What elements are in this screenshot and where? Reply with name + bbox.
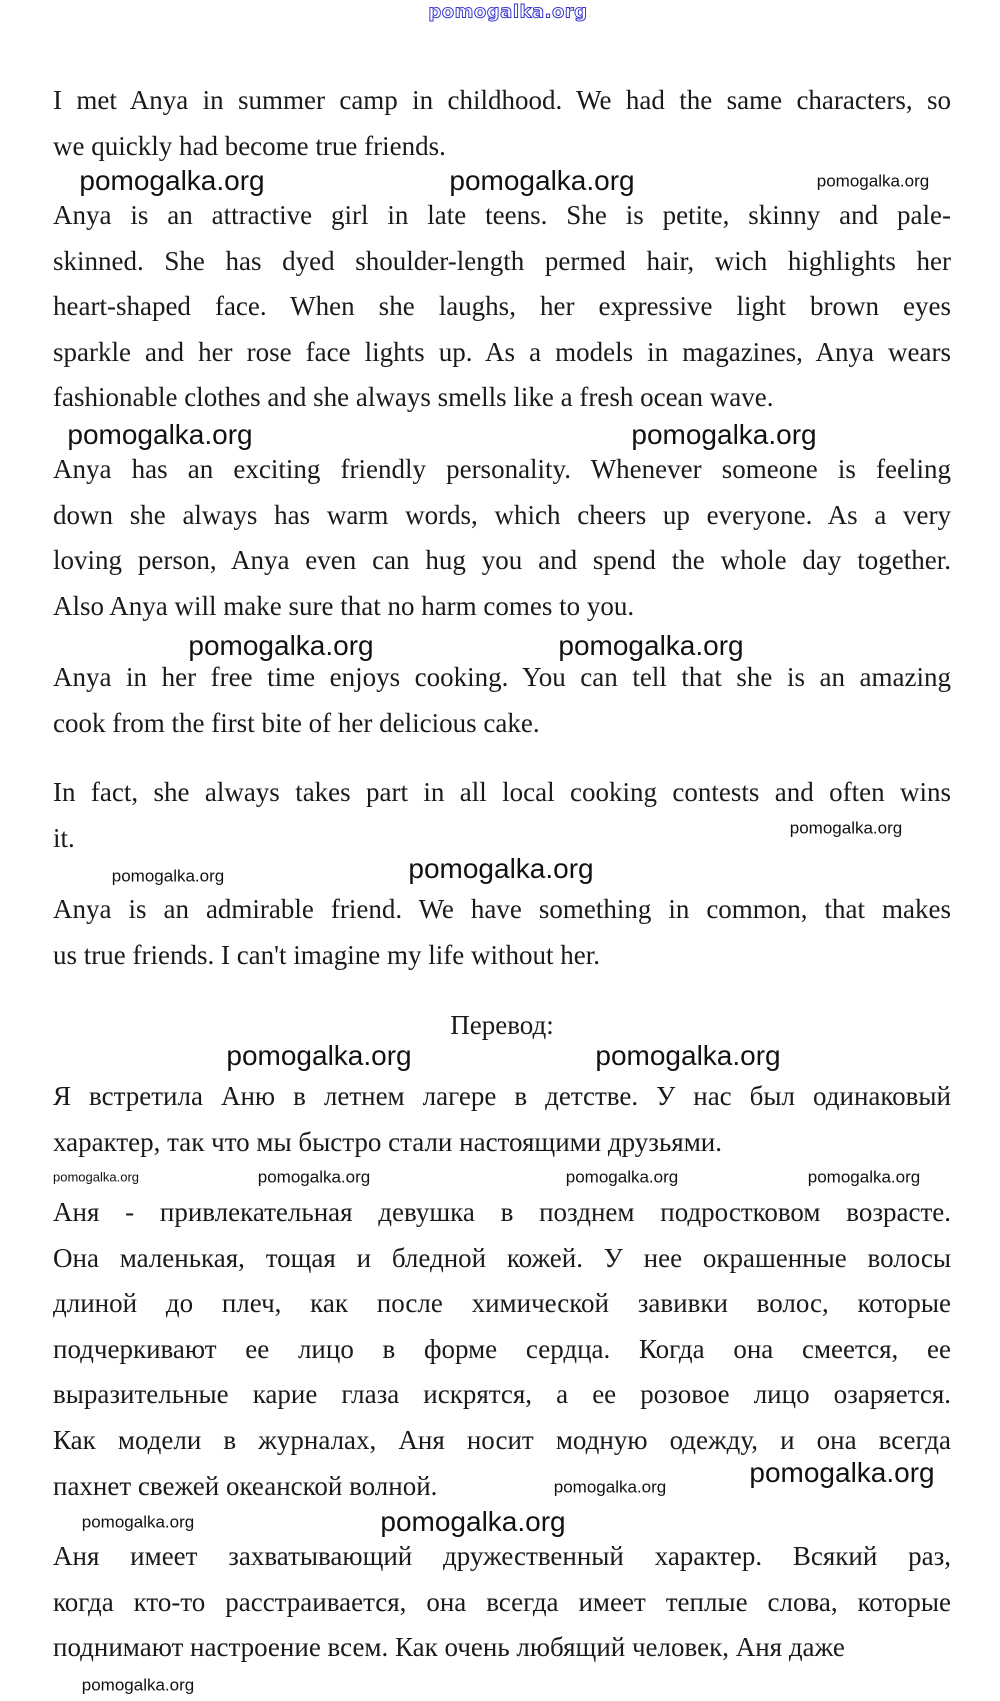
paragraph bbox=[53, 1534, 951, 1671]
text-line: пахнет свежей океанской волной. bbox=[53, 1470, 438, 1501]
text-line: In fact, she always takes part in all local cooking contests and often wins bbox=[53, 777, 951, 807]
watermark: pomogalka.org bbox=[188, 630, 374, 661]
text-line: us true friends. I can't imagine my life without her. bbox=[53, 939, 600, 970]
paragraph bbox=[53, 887, 951, 978]
watermark: pomogalka.org bbox=[553, 1477, 667, 1497]
watermark: pomogalka.org bbox=[79, 165, 265, 196]
text-line: Also Anya will make sure that no harm comes to you. bbox=[53, 590, 635, 621]
text-line: cook from the first bite of her delicious cake. bbox=[53, 707, 540, 738]
paragraph bbox=[53, 78, 951, 169]
text-line: Аня - привлекательная девушка в позднем подростковом возрасте. bbox=[53, 1197, 951, 1227]
watermark: pomogalka.org bbox=[749, 1457, 935, 1488]
text-line: Перевод: bbox=[450, 1010, 554, 1040]
text-line: Аня имеет захватывающий дружественный характер. Всякий раз, bbox=[53, 1541, 951, 1571]
text-line: когда кто-то расстраивается, она всегда имеет теплые слова, которые bbox=[53, 1586, 951, 1617]
paragraph bbox=[53, 655, 951, 746]
text-line: выразительные карие глаза искрятся, а ее розовое лицо озаряется. bbox=[53, 1379, 951, 1410]
text-line: поднимают настроение всем. Как очень любящий человек, Аня даже bbox=[53, 1632, 845, 1663]
text-line: skinned. She has dyed shoulder-length permed hair, wich highlights her bbox=[53, 245, 951, 276]
text-line: we quickly had become true friends. bbox=[53, 130, 446, 161]
watermark: pomogalka.org bbox=[380, 1506, 566, 1537]
text-line: down she always has warm words, which cheers up everyone. As a very bbox=[53, 499, 951, 530]
text-line: Как модели в журналах, Аня носит модную одежду, и она всегда bbox=[53, 1424, 951, 1455]
watermark: pomogalka.org bbox=[816, 171, 930, 191]
paragraph bbox=[53, 447, 951, 629]
watermark: pomogalka.org bbox=[53, 1169, 139, 1185]
watermark: pomogalka.org bbox=[595, 1040, 781, 1071]
text-line: heart-shaped face. When she laughs, her expressive light brown eyes bbox=[53, 291, 951, 322]
translation-heading bbox=[53, 1003, 951, 1049]
text-line: Она маленькая, тощая и бледной кожей. У нее окрашенные волосы bbox=[53, 1242, 951, 1273]
text-line: I met Anya in summer camp in childhood. We had the same characters, so bbox=[53, 85, 951, 115]
watermark: pomogalka.org bbox=[558, 630, 744, 661]
header-watermark: pomogalka.org bbox=[428, 1, 588, 23]
watermark: pomogalka.org bbox=[631, 419, 817, 450]
paragraph bbox=[53, 193, 951, 421]
watermark: pomogalka.org bbox=[81, 1512, 195, 1532]
watermark: pomogalka.org bbox=[257, 1167, 371, 1187]
watermark: pomogalka.org bbox=[81, 1675, 195, 1695]
watermark: pomogalka.org bbox=[565, 1167, 679, 1187]
text-line: sparkle and her rose face lights up. As a models in magazines, Anya wears bbox=[53, 336, 951, 367]
watermark: pomogalka.org bbox=[789, 818, 903, 838]
paragraph bbox=[53, 1074, 951, 1165]
text-line: Я встретила Аню в летнем лагере в детстве. У нас был одинаковый bbox=[53, 1081, 951, 1111]
text-line: fashionable clothes and she always smells like a fresh ocean wave. bbox=[53, 382, 774, 413]
watermark: pomogalka.org bbox=[111, 866, 225, 886]
watermark: pomogalka.org bbox=[807, 1167, 921, 1187]
text-line: it. bbox=[53, 822, 75, 853]
text-line: Anya is an admirable friend. We have something in common, that makes bbox=[53, 894, 951, 924]
text-line: длиной до плеч, как после химической завивки волос, которые bbox=[53, 1288, 951, 1319]
watermark: pomogalka.org bbox=[226, 1040, 412, 1071]
watermark: pomogalka.org bbox=[408, 853, 594, 884]
text-line: подчеркивают ее лицо в форме сердца. Когда она смеется, ее bbox=[53, 1333, 951, 1364]
paragraph bbox=[53, 770, 951, 861]
text-line: Anya has an exciting friendly personality. Whenever someone is feeling bbox=[53, 454, 951, 484]
text-line: характер, так что мы быстро стали настоящими друзьями. bbox=[53, 1126, 722, 1157]
watermark: pomogalka.org bbox=[449, 165, 635, 196]
watermark: pomogalka.org bbox=[67, 419, 253, 450]
text-line: loving person, Anya even can hug you and spend the whole day together. bbox=[53, 545, 951, 576]
text-line: Anya in her free time enjoys cooking. You can tell that she is an amazing bbox=[53, 662, 951, 692]
text-line: Anya is an attractive girl in late teens. She is petite, skinny and pale- bbox=[53, 200, 951, 230]
